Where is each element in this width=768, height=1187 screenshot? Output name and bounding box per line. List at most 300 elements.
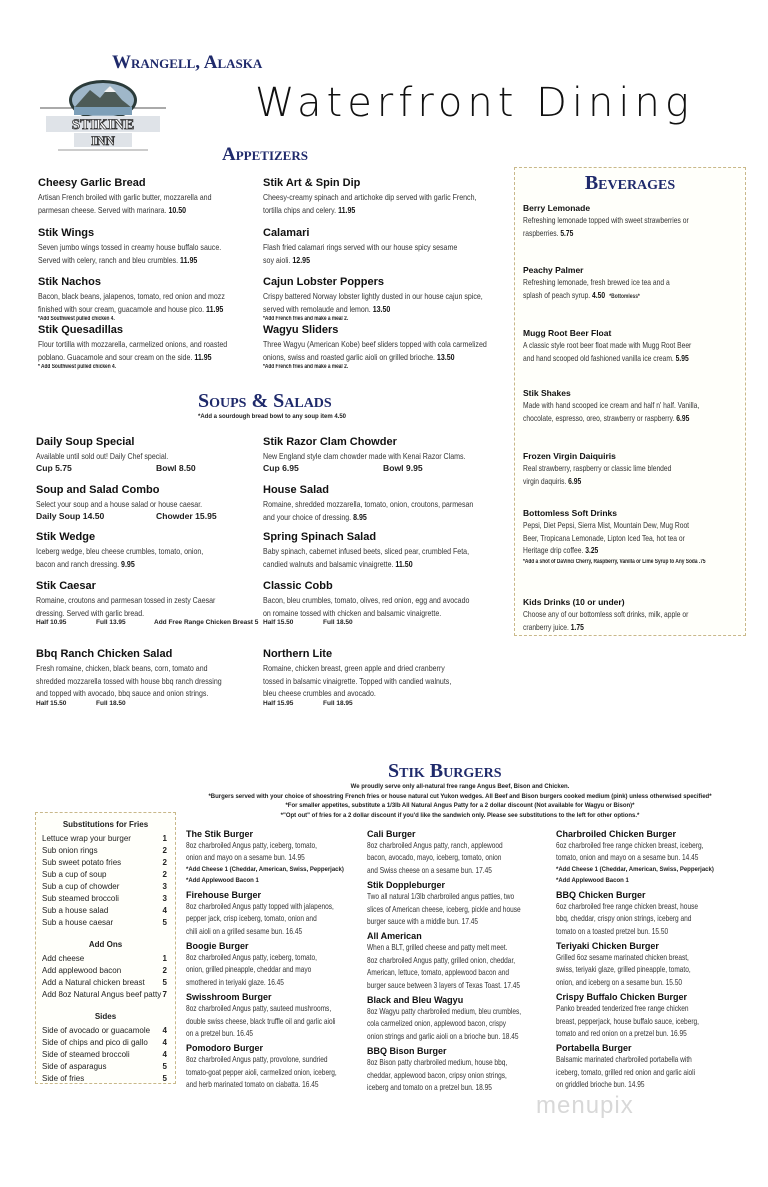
item-description (523, 476, 720, 489)
item-description (556, 926, 700, 938)
item-name: Bbq Ranch Chicken Salad (36, 648, 173, 660)
description-line: Three Wagyu (American Kobe) beef sliders topped with cola carmelized (263, 339, 487, 349)
description-line: 8oz Bison patty charbroiled medium, house bbq, (367, 1058, 508, 1068)
description-line: poblano. Guacamole and sour cream on the side. (38, 351, 193, 362)
description-line: cola carmelized onion, applewood bacon, crispy (367, 1019, 507, 1029)
item-description (367, 980, 521, 992)
extra-label: Lettuce wrap your burger (42, 834, 131, 843)
item-price: 11.95 (338, 204, 356, 215)
item-description (263, 511, 460, 524)
item-description (523, 400, 720, 413)
item-description (38, 338, 235, 351)
item-description (523, 277, 720, 290)
burger-note: *For smaller appetites, substitute a 1/3lb All Natural Angus Patty for a 2 dollar discount (Not available for Wagyu or Bison)* (285, 803, 635, 809)
item-name: Kids Drinks (10 or under) (523, 597, 625, 607)
extra-row (36, 1025, 175, 1037)
menu-item (556, 828, 736, 887)
menu-item (38, 276, 278, 324)
item-name: House Salad (263, 484, 330, 496)
extra-row (36, 893, 175, 905)
description-line: Balsamic marinated charbroiled portabella with (556, 1055, 692, 1065)
menu-item (523, 597, 763, 634)
item-description (38, 351, 235, 364)
item-description (186, 1028, 330, 1040)
description-line: Crispy battered Norway lobster lightly dusted in our house cajun spice, (263, 291, 483, 301)
menu-item (556, 1042, 736, 1091)
extra-row (36, 1061, 175, 1073)
description-line: cranberry juice. (523, 622, 569, 632)
extra-label: Add applewood bacon (42, 966, 122, 975)
extra-price: 4 (162, 1026, 167, 1035)
item-description (263, 204, 460, 217)
item-name: Bottomless Soft Drinks (523, 508, 617, 518)
item-name: Portabella Burger (556, 1043, 632, 1054)
extra-label: Sub steamed broccoli (42, 894, 119, 903)
description-line: tomato-goat pepper aioli, carmelized onion, iceberg, (186, 1067, 337, 1077)
price-option: Chowder 15.95 (156, 510, 217, 521)
item-price: 14.95 (288, 853, 305, 863)
item-description (263, 545, 470, 558)
menu-item (36, 648, 276, 707)
item-price: 16.45 (236, 1029, 254, 1039)
item-note: *Add Southwest pulled chicken 4. (38, 316, 115, 322)
description-line: Refreshing lemonade, fresh brewed ice tea and a (523, 278, 670, 287)
description-line: and herb marinated tomato on ciabatta. (186, 1080, 301, 1090)
description-line: Choose any of our bottomless soft drinks, milk, apple or (523, 610, 689, 619)
description-line: on griddled brioche bun. (556, 1080, 627, 1090)
item-description (523, 609, 720, 622)
item-note: *Add Cheese 1 (Cheddar, American, Swiss, Pepperjack) (556, 866, 714, 873)
item-name: Charbroiled Chicken Burger (556, 829, 677, 839)
description-line: breast, pepperjack, house buffalo sauce, iceberg, (556, 1016, 699, 1026)
extra-row (36, 881, 175, 893)
description-line: 8oz charbroiled Angus patty, iceberg, tomato, (186, 953, 317, 963)
item-description (263, 675, 460, 688)
menu-item (523, 388, 763, 425)
item-name: Stik Wings (38, 227, 95, 239)
description-line: virgin daquiris. (523, 476, 567, 486)
description-line: tomato and red onion on a pretzel bun. (556, 1029, 669, 1039)
extra-label: Side of asparagus (42, 1062, 107, 1071)
description-line: 6oz charbroiled free range chicken breast, house (556, 901, 699, 911)
price-option: Half 10.95 (36, 619, 67, 626)
menu-item (523, 328, 763, 365)
item-price: 5.75 (560, 228, 574, 238)
extra-label: Side of avocado or guacamole (42, 1026, 151, 1035)
extra-row (36, 953, 175, 965)
menu-item (556, 889, 736, 938)
item-name: Peachy Palmer (523, 265, 584, 275)
item-price: 9.95 (121, 558, 135, 569)
item-description (367, 904, 521, 916)
item-description (263, 594, 470, 607)
description-line: 8oz charbroiled Angus patty, iceberg, tomato, (186, 841, 317, 850)
menu-item (186, 889, 366, 938)
description-line: smothered in teriyaki glaze. (186, 977, 266, 987)
extra-row (36, 1073, 175, 1085)
description-line: chili aioli on a grilled sesame bun. (186, 926, 284, 936)
item-price: 8.95 (353, 511, 367, 522)
item-description (556, 1079, 700, 1091)
item-description (263, 338, 487, 351)
description-line: 8oz Wagyu patty charbroiled medium, bleu crumbles, (367, 1007, 522, 1017)
item-description (263, 450, 466, 463)
description-line: parmesan cheese. Served with marinara. (38, 204, 167, 215)
item-description (556, 952, 700, 964)
item-description (556, 852, 700, 864)
item-description (38, 241, 235, 254)
menu-item (36, 436, 276, 473)
description-line: Romaine, croutons and parmesan tossed in zesty Caesar (36, 595, 216, 605)
item-description (523, 215, 720, 228)
item-price: 16.45 (267, 977, 284, 987)
description-line: A classic style root beer float made with Mugg Root Beer (523, 341, 692, 350)
item-name: Stik Wedge (36, 531, 96, 543)
item-name: Calamari (263, 227, 310, 239)
appetizers-heading: Appetizers (222, 144, 308, 165)
item-description (186, 1016, 336, 1028)
description-line: Romaine, shredded mozzarella, tomato, onion, croutons, parmesan (263, 499, 474, 509)
item-description (186, 1067, 337, 1079)
item-description (523, 353, 720, 366)
description-line: and your choice of dressing. (263, 511, 352, 522)
description-line: Flour tortilla with mozzarella, carmelized onions, and roasted (38, 339, 228, 349)
item-description (367, 916, 511, 928)
burger-note: We proudly serve only all-natural free range Angus Beef, Bison and Chicken. (350, 784, 570, 790)
price-row (263, 463, 503, 473)
extra-price: 3 (162, 882, 167, 891)
item-note: *Add French fries and make a meal 2. (263, 316, 349, 322)
item-description (38, 303, 235, 316)
description-line: on romaine tossed with chicken and balsamic vinaigrette. (263, 607, 442, 618)
extra-price: 5 (162, 1074, 167, 1083)
item-price: 13.50 (436, 351, 455, 362)
description-line: Heritage drip coffee. (523, 546, 584, 555)
item-description (367, 1006, 522, 1018)
extra-label: Sub a cup of chowder (42, 882, 120, 891)
item-price: 17.45 (503, 980, 521, 990)
description-line: Two all natural 1/3lb charbroiled angus patties, two (367, 892, 515, 902)
item-description (523, 533, 720, 546)
item-price: 1.75 (570, 622, 584, 632)
menu-item (186, 1042, 366, 1091)
extra-row (36, 977, 175, 989)
description-line: Beer, Tropicana Lemonade, Lipton Iced Tea, hot tea or (523, 533, 685, 543)
menu-item (263, 324, 503, 372)
extra-row (36, 905, 175, 917)
item-description (36, 498, 233, 511)
description-line: New England style clam chowder made with Kenai Razor Clams. (263, 451, 466, 461)
price-option: Full 18.95 (323, 699, 353, 707)
item-price: 11.50 (395, 558, 413, 569)
item-note: *Add Applewood Bacon 1 (186, 877, 259, 884)
description-line: Refreshing lemonade topped with sweet strawberries or (523, 216, 689, 225)
extra-label: Add 8oz Natural Angus beef patty (42, 990, 162, 999)
price-option: Cup 5.75 (36, 462, 72, 473)
item-price: 12.95 (292, 254, 311, 265)
price-option: Half 15.95 (263, 699, 294, 707)
item-name: Cali Burger (367, 829, 416, 839)
item-description (367, 1018, 511, 1030)
burger-column (186, 826, 366, 1092)
item-description (556, 1028, 700, 1040)
description-line: double swiss cheese, black truffle oil and garlic aioli (186, 1016, 336, 1026)
item-name: The Stik Burger (186, 829, 254, 839)
menu-item (38, 227, 278, 266)
item-price: 16.45 (302, 1080, 319, 1090)
item-description (523, 545, 720, 558)
item-name: Stik Caesar (36, 580, 96, 592)
description-line: American, lettuce, tomato, applewood bacon and (367, 968, 510, 978)
extra-price: 2 (162, 846, 167, 855)
description-line: swiss, teriyaki glaze, grilled pineapple, tomato, (556, 965, 691, 975)
item-description (523, 290, 720, 303)
item-description (186, 952, 330, 964)
description-line: onion strings and garlic aioli on a brioche bun. (367, 1031, 501, 1041)
description-line: tortilla chips and celery. (263, 204, 337, 215)
description-line: Iceberg wedge, bleu cheese crumbles, tomato, onion, (36, 546, 204, 556)
menu-item (36, 484, 276, 521)
soups-heading: Soups & Salads (198, 390, 332, 412)
item-price: 11.95 (194, 351, 212, 362)
item-price: 4.50 (592, 290, 606, 300)
extra-price: 4 (162, 906, 167, 915)
svg-text:STIKINE: STIKINE (71, 117, 135, 133)
menu-item (263, 276, 503, 324)
description-line: raspberries. (523, 228, 559, 238)
item-price: 10.50 (168, 204, 187, 215)
menu-item (186, 940, 366, 989)
group-heading: Add Ons (88, 940, 123, 949)
item-description (36, 594, 233, 607)
menu-item (556, 940, 736, 989)
item-description (186, 977, 330, 989)
description-line: Real strawberry, raspberry or classic lime blended (523, 464, 672, 473)
bread-bowl-note: *Add a sourdough bread bowl to any soup item 4.50 (198, 414, 347, 420)
item-name: Cajun Lobster Poppers (263, 276, 385, 288)
item-price: 14.45 (682, 853, 699, 863)
extra-label: Add cheese (42, 954, 85, 963)
extra-price: 1 (162, 834, 167, 843)
price-option: Cup 6.95 (263, 462, 299, 473)
description-line: Bacon, bleu crumbles, tomato, olives, red onion, egg and avocado (263, 595, 470, 605)
item-price: 5.95 (675, 353, 689, 363)
item-description (186, 1054, 330, 1066)
menu-item (523, 451, 763, 488)
item-description (38, 254, 235, 267)
item-price: 3.25 (585, 546, 599, 555)
item-description (36, 558, 233, 571)
extra-label: Add a Natural chicken breast (42, 978, 145, 987)
item-description (367, 955, 516, 967)
menu-item (36, 531, 276, 570)
item-description (367, 1057, 511, 1069)
item-price: 11.95 (206, 303, 224, 314)
stikine-inn-logo (38, 78, 168, 154)
item-name: Northern Lite (263, 648, 333, 660)
price-option: Add Free Range Chicken Breast 5 (154, 619, 259, 626)
item-description (38, 290, 235, 303)
item-name: Crispy Buffalo Chicken Burger (556, 992, 688, 1003)
item-description (36, 662, 233, 675)
item-description (38, 191, 235, 204)
description-line: bbq, cheddar, crispy onion strings, iceberg and (556, 914, 692, 924)
price-option: Full 18.50 (96, 699, 126, 707)
description-line: Select your soup and a house salad or house caesar. (36, 499, 203, 509)
menu-item (367, 879, 547, 928)
description-line: candied walnuts and balsamic vinaigrette. (263, 558, 394, 569)
description-line: cheddar, applewood bacon, cripsy onion strings, (367, 1070, 507, 1080)
description-line: 8oz charbroiled Angus patty, sauteed mushrooms, (186, 1004, 332, 1014)
description-line: Panko breaded tenderized free range chicken (556, 1004, 689, 1014)
description-line: Grilled 6oz sesame marinated chicken breast, (556, 953, 689, 963)
menu-item (367, 930, 547, 992)
substitutions-box (35, 812, 176, 1084)
item-description (263, 558, 460, 571)
menu-item (367, 994, 547, 1043)
description-line: dressing. Served with garlic bread. (36, 607, 145, 618)
item-description (263, 351, 460, 364)
item-description (367, 1070, 511, 1082)
menu-item (263, 177, 503, 216)
item-description (367, 852, 511, 864)
extra-row (36, 833, 175, 845)
item-note: *Add French fries and make a meal 2. (263, 364, 349, 370)
item-name: Pomodoro Burger (186, 1043, 264, 1054)
item-name: Stik Art & Spin Dip (263, 177, 361, 189)
description-line: pepper jack, crisp iceberg, tomato, onion and (186, 914, 317, 924)
item-description (36, 607, 233, 620)
description-line: Cheesy-creamy spinach and artichoke dip served with garlic French, (263, 192, 477, 202)
menu-item (38, 324, 278, 372)
menu-item (263, 531, 503, 570)
item-name: Boogie Burger (186, 941, 249, 952)
item-name: BBQ Bison Burger (367, 1046, 447, 1057)
item-name: BBQ Chicken Burger (556, 889, 646, 900)
description-line: Bacon, black beans, jalapenos, tomato, red onion and mozz (38, 291, 225, 301)
item-price: 11.95 (180, 254, 198, 265)
item-description (263, 687, 460, 700)
item-description (36, 450, 233, 463)
price-option: Daily Soup 14.50 (36, 510, 105, 521)
description-line: burger sauce with a middle bun. (367, 917, 460, 927)
description-line: tomato on a toasted pretzel bun. (556, 926, 650, 936)
item-description (263, 303, 460, 316)
item-description (186, 840, 330, 852)
burger-note: *Burgers served with your choice of shoestring French fries or house natural cut Yukon wedges. All Beef and Bison burgers cooked medium (pink) unless otherwised specified* (208, 793, 712, 800)
item-name: Cheesy Garlic Bread (38, 177, 146, 189)
extra-label: Sub a cup of soup (42, 870, 107, 879)
item-name: Spring Spinach Salad (263, 531, 377, 543)
menu-item (523, 265, 763, 302)
extra-price: 3 (162, 894, 167, 903)
price-row (263, 619, 503, 626)
description-line: 8oz charbroiled Angus patty, grilled onion, cheddar, (367, 955, 516, 965)
description-line: splash of peach syrup. (523, 290, 591, 300)
item-name: Swisshroom Burger (186, 992, 272, 1003)
menu-item (367, 1045, 547, 1094)
price-option: Bowl 9.95 (383, 462, 423, 473)
item-name: Mugg Root Beer Float (523, 328, 612, 338)
item-price: 13.50 (372, 303, 391, 314)
description-line: onion and mayo on a sesame bun. (186, 853, 287, 863)
item-description (556, 1054, 700, 1066)
beverages-heading: Beverages (584, 172, 676, 194)
price-option: Full 18.50 (323, 619, 353, 626)
item-price: 6.95 (568, 476, 582, 486)
description-line: Romaine, chicken breast, green apple and dried cranberry (263, 663, 445, 673)
item-description (523, 340, 720, 353)
menu-item (263, 580, 503, 626)
price-option: Full 13.95 (96, 619, 126, 626)
price-option: Half 15.50 (263, 619, 294, 626)
group-heading: Sides (94, 1012, 117, 1021)
menu-item (263, 436, 503, 473)
svg-text:INN: INN (91, 133, 115, 148)
item-price: 14.95 (628, 1080, 645, 1090)
price-option: Half 15.50 (36, 699, 67, 707)
extra-price: 2 (162, 966, 167, 975)
item-description (523, 413, 720, 426)
item-description (263, 662, 460, 675)
description-line: onions, swiss and roasted garlic aioli on grilled brioche. (263, 351, 435, 362)
item-description (556, 1003, 700, 1015)
item-price: 15.50 (665, 977, 683, 987)
extra-price: 1 (162, 954, 167, 963)
extra-price: 2 (162, 870, 167, 879)
description-line: Made with hand scooped ice cream and half n' half. Vanilla, (523, 401, 700, 410)
item-price: 16.45 (285, 926, 303, 936)
description-line: 8oz charbroiled Angus patty, provolone, sundried (186, 1055, 328, 1065)
item-description (367, 1031, 519, 1043)
description-line: tomato, onion and mayo on a sesame bun. (556, 853, 681, 863)
item-description (367, 891, 515, 903)
menu-item (38, 177, 278, 216)
extra-label: Side of steamed broccoli (42, 1050, 130, 1059)
extra-price: 5 (162, 978, 167, 987)
extra-label: Sub a house caesar (42, 918, 114, 927)
menu-item (367, 828, 547, 877)
description-line: finished with sour cream, guacamole and house pico. (38, 303, 205, 314)
item-name: Stik Quesadillas (38, 324, 123, 336)
description-line: on a pretzel bun. (186, 1029, 235, 1039)
menu-item (36, 580, 276, 626)
description-line: Available until sold out! Daily Chef special. (36, 451, 169, 461)
item-name: Berry Lemonade (523, 203, 591, 213)
item-name: Teriyaki Chicken Burger (556, 941, 659, 952)
burgers-heading: Stik Burgers (388, 760, 502, 782)
price-row (36, 463, 276, 473)
item-description (263, 191, 477, 204)
price-row (36, 511, 276, 521)
item-description (367, 840, 511, 852)
item-name: Soup and Salad Combo (36, 484, 160, 496)
item-price: 17.45 (475, 865, 492, 875)
item-description (36, 545, 233, 558)
item-name: Daily Soup Special (36, 436, 135, 448)
item-description (186, 901, 334, 913)
description-line: and topped with avocado, bbq sauce and onion strings. (36, 688, 209, 698)
item-name: Wagyu Sliders (263, 324, 339, 336)
item-description (556, 840, 704, 852)
item-name: Stik Nachos (38, 276, 101, 288)
description-line: slices of American cheese, iceberg, pickle and house (367, 904, 521, 914)
description-line: When a BLT, grilled cheese and patty melt meet. (367, 943, 508, 953)
item-description (263, 254, 460, 267)
item-name: Firehouse Burger (186, 889, 262, 900)
extra-price: 4 (162, 1038, 167, 1047)
item-note: *Add a shot of DaVinci Cherry, Raspberry, Vanilla or Lime Syrup to Any Soda .75 (523, 558, 706, 565)
